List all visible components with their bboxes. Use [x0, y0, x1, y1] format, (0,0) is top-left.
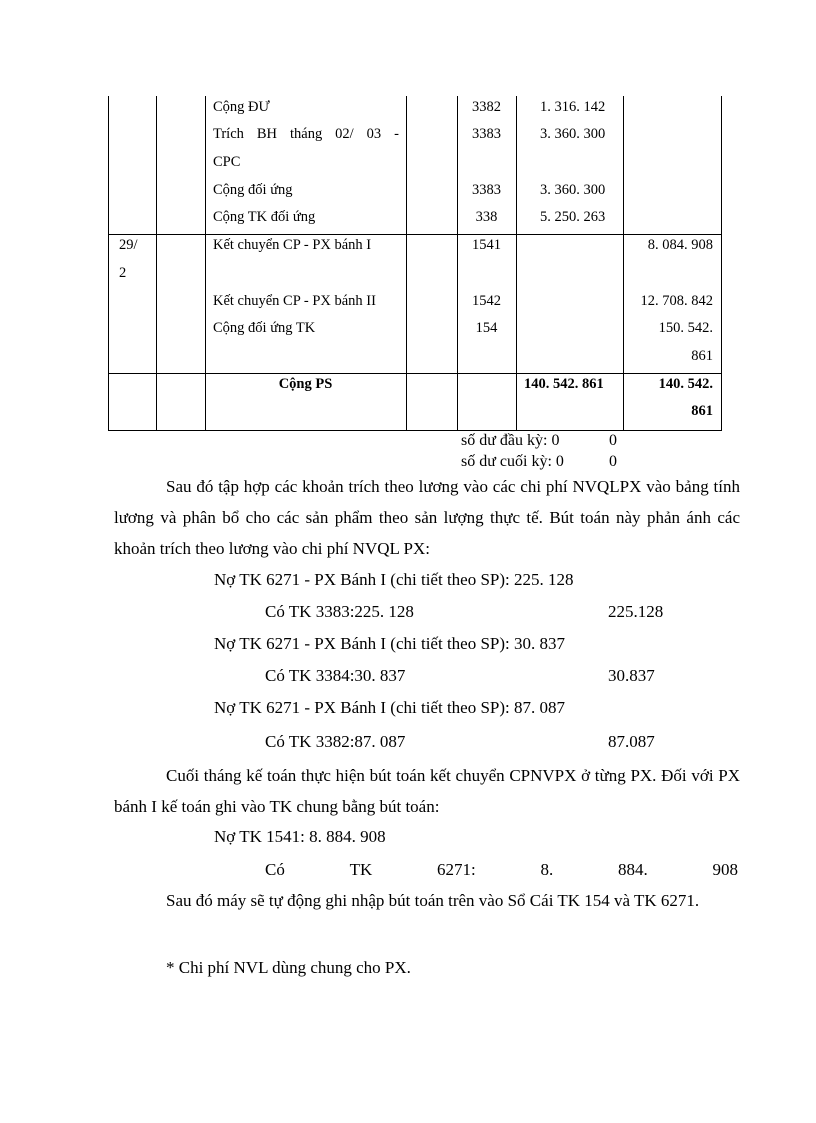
- journal-credit-line: Có TK 3384:30. 837: [265, 666, 406, 685]
- ledger-credit: 12. 708. 842: [640, 293, 713, 309]
- ledger-debit: 3. 360. 300: [540, 126, 606, 142]
- total-credit-cont: 861: [691, 403, 713, 419]
- journal-debit-line: Nợ TK 6271 - PX Bánh I (chi tiết theo SP): 87. 087: [214, 698, 566, 717]
- journal-credit-line: Có TK 3382:87. 087: [265, 732, 406, 751]
- ledger-account: 1542: [472, 293, 501, 309]
- journal-credit-line: Có TK 3383:225. 128: [265, 602, 414, 621]
- row-divider: [109, 234, 721, 235]
- ledger-desc: Kết chuyển CP - PX bánh I: [213, 237, 372, 253]
- note: * Chi phí NVL dùng chung cho PX.: [166, 958, 411, 977]
- ledger-credit-cont: 861: [691, 348, 713, 364]
- column-divider: [516, 96, 517, 430]
- ledger-desc: Cộng đối ứng TK: [213, 320, 316, 336]
- ledger-table: [108, 96, 722, 431]
- ledger-date: 29/: [119, 237, 138, 253]
- ledger-credit: 8. 084. 908: [647, 237, 713, 253]
- column-divider: [156, 96, 157, 430]
- row-divider: [109, 373, 721, 374]
- column-divider: [406, 96, 407, 430]
- paragraph: Sau đó tập hợp các khoản trích theo lương vào các chi phí NVQLPX vào bảng tính lương và phân bổ cho các sản phẩm theo sản lượng thực tế. Bút toán này phản ánh các khoản trích theo lương vào chi phí NVQL PX:: [114, 477, 740, 558]
- journal-debit-line: Nợ TK 6271 - PX Bánh I (chi tiết theo SP): 225. 128: [214, 570, 574, 589]
- transfer-debit-line: Nợ TK 1541: 8. 884. 908: [214, 827, 386, 846]
- ledger-desc-cont: CPC: [213, 154, 241, 170]
- paragraph: Cuối tháng kế toán thực hiện bút toán kết chuyển CPNVPX ở từng PX. Đối với PX bánh I kế toán ghi vào TK chung bằng bút toán:: [114, 766, 740, 816]
- ledger-date-cont: 2: [119, 265, 127, 281]
- total-label: Cộng PS: [278, 376, 333, 392]
- ledger-desc: Cộng đối ứng: [213, 182, 293, 198]
- ledger-desc: Trích BH tháng 02/ 03 -: [213, 126, 399, 142]
- ledger-account: 1541: [472, 237, 501, 253]
- ledger-credit: 150. 542.: [658, 320, 713, 336]
- column-divider: [457, 96, 458, 430]
- ledger-desc: Kết chuyển CP - PX bánh II: [213, 293, 376, 309]
- paragraph: Sau đó máy sẽ tự động ghi nhập bút toán trên vào Sổ Cái TK 154 và TK 6271.: [166, 891, 700, 910]
- total-debit: 140. 542. 861: [524, 376, 604, 392]
- ledger-account: 3382: [472, 99, 501, 115]
- ledger-desc: Cộng ĐƯ: [213, 99, 270, 115]
- ledger-debit: 3. 360. 300: [540, 182, 606, 198]
- journal-amount: 87.087: [608, 732, 655, 751]
- ledger-account: 154: [475, 320, 498, 336]
- journal-debit-line: Nợ TK 6271 - PX Bánh I (chi tiết theo SP): 30. 837: [214, 634, 566, 653]
- journal-amount: 225.128: [608, 602, 664, 621]
- ledger-desc: Cộng TK đối ứng: [213, 209, 316, 225]
- ledger-account: 3383: [472, 182, 501, 198]
- ledger-debit: 1. 316. 142: [540, 99, 606, 115]
- journal-amount: 30.837: [608, 666, 655, 685]
- ledger-account: 3383: [472, 126, 501, 142]
- ledger-debit: 5. 250. 263: [540, 209, 606, 225]
- total-credit: 140. 542.: [658, 376, 713, 392]
- ledger-account: 338: [475, 209, 498, 225]
- transfer-credit-line: Có TK 6271: 8. 884. 908: [265, 860, 738, 879]
